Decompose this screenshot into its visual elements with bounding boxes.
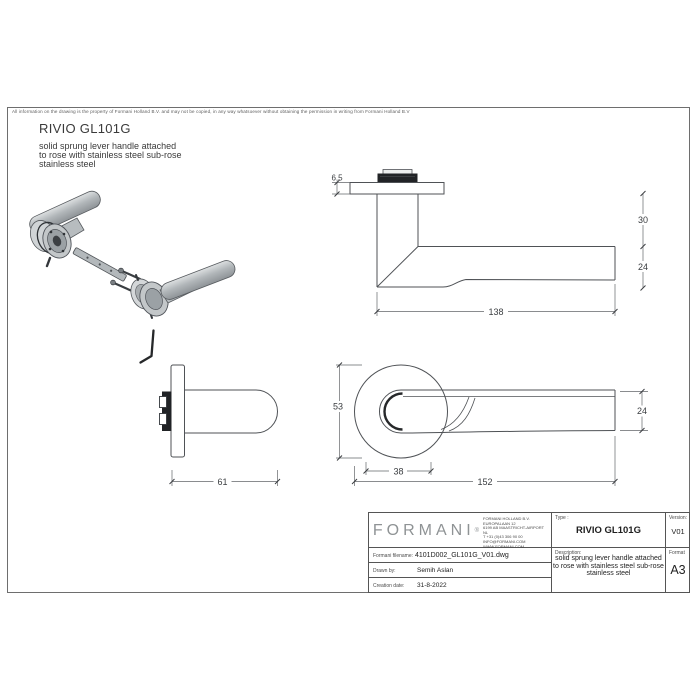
description-line: stainless steel [586,570,631,578]
filename-label: Formani filename: [373,553,414,559]
description-text [552,555,665,578]
format-cell [666,548,690,593]
dim-lever-height: 24 [636,406,648,416]
copyright-disclaimer: All information on the drawing is the property of Formani Holland B.V. and may not be copied, in any way whatsoever without obtaining the permission in writing from Formani Holland B.V [12,109,410,114]
address-line: FORMANI HOLLAND B.V. [483,516,530,521]
dim-neck-height: 30 [637,215,649,225]
address-line: INFO@FORMANI.COM [483,538,526,544]
front-view-dimensions [330,363,650,488]
page-title: RIVIO GL101G [39,121,131,136]
company-address [483,517,550,549]
version-cell [666,513,690,548]
filename-row [369,548,551,563]
exploded-right-handle [127,258,238,320]
dim-overall-length: 152 [477,477,493,487]
allen-key [141,331,154,363]
dim-rose-diameter: 53 [332,401,344,412]
filename-value: 4101D002_GL101G_V01.dwg [415,551,509,559]
dim-plate-thickness: 6,5 [331,173,343,183]
dim-lever-length: 138 [488,307,504,317]
side-view-dimensions [332,180,651,317]
description-label: Description: [555,550,582,556]
side-view-drawing [350,170,615,288]
description-line: solid sprung lever handle attached [555,555,662,562]
title-block [368,512,690,593]
dim-lever-thickness: 24 [637,262,649,272]
format-label: Format [669,550,685,556]
exploded-spindle [73,247,127,281]
type-value: RIVIO GL101G [576,525,641,536]
description-line: to rose with stainless steel sub-rose [553,562,664,570]
creation-date-row [369,578,551,593]
front-view-drawing [355,365,616,458]
profile-view-drawing [160,365,278,457]
drawn-by-label: Drawn by: [373,568,396,574]
address-line: 6199 AB MAASTRICHT-AIRPORT NL [483,525,544,535]
type-cell [551,513,666,548]
version-label: Version: [669,515,688,521]
description-line: stainless steel [39,158,96,169]
dim-rose-width: 38 [393,466,404,477]
format-value: A3 [670,563,686,577]
address-line: T +31 (0)43 306 90 00 [483,534,523,540]
dim-depth: 61 [217,477,228,487]
creation-date-label: Creation date: [373,583,405,589]
exploded-view-drawing [26,188,238,362]
version-value: V01 [671,527,685,536]
description-cell [551,548,666,593]
exploded-left-handle [26,188,103,266]
description-line: solid sprung lever handle attached [39,141,177,151]
formani-logo [369,513,483,548]
registered-trademark-symbol: ® [474,527,480,534]
drawn-by-row [369,563,551,578]
type-label: Type : [555,515,569,521]
drawn-by-value: Semih Aslan [417,567,454,574]
formani-logo-text: FORMANI [372,521,475,539]
address-line: EUROPALAAN 12 [483,520,516,526]
address-line: WWW.FORMANI.COM [483,543,525,549]
creation-date-value: 31-8-2022 [417,582,447,589]
description-line: to rose with stainless steel sub-rose [39,149,182,160]
